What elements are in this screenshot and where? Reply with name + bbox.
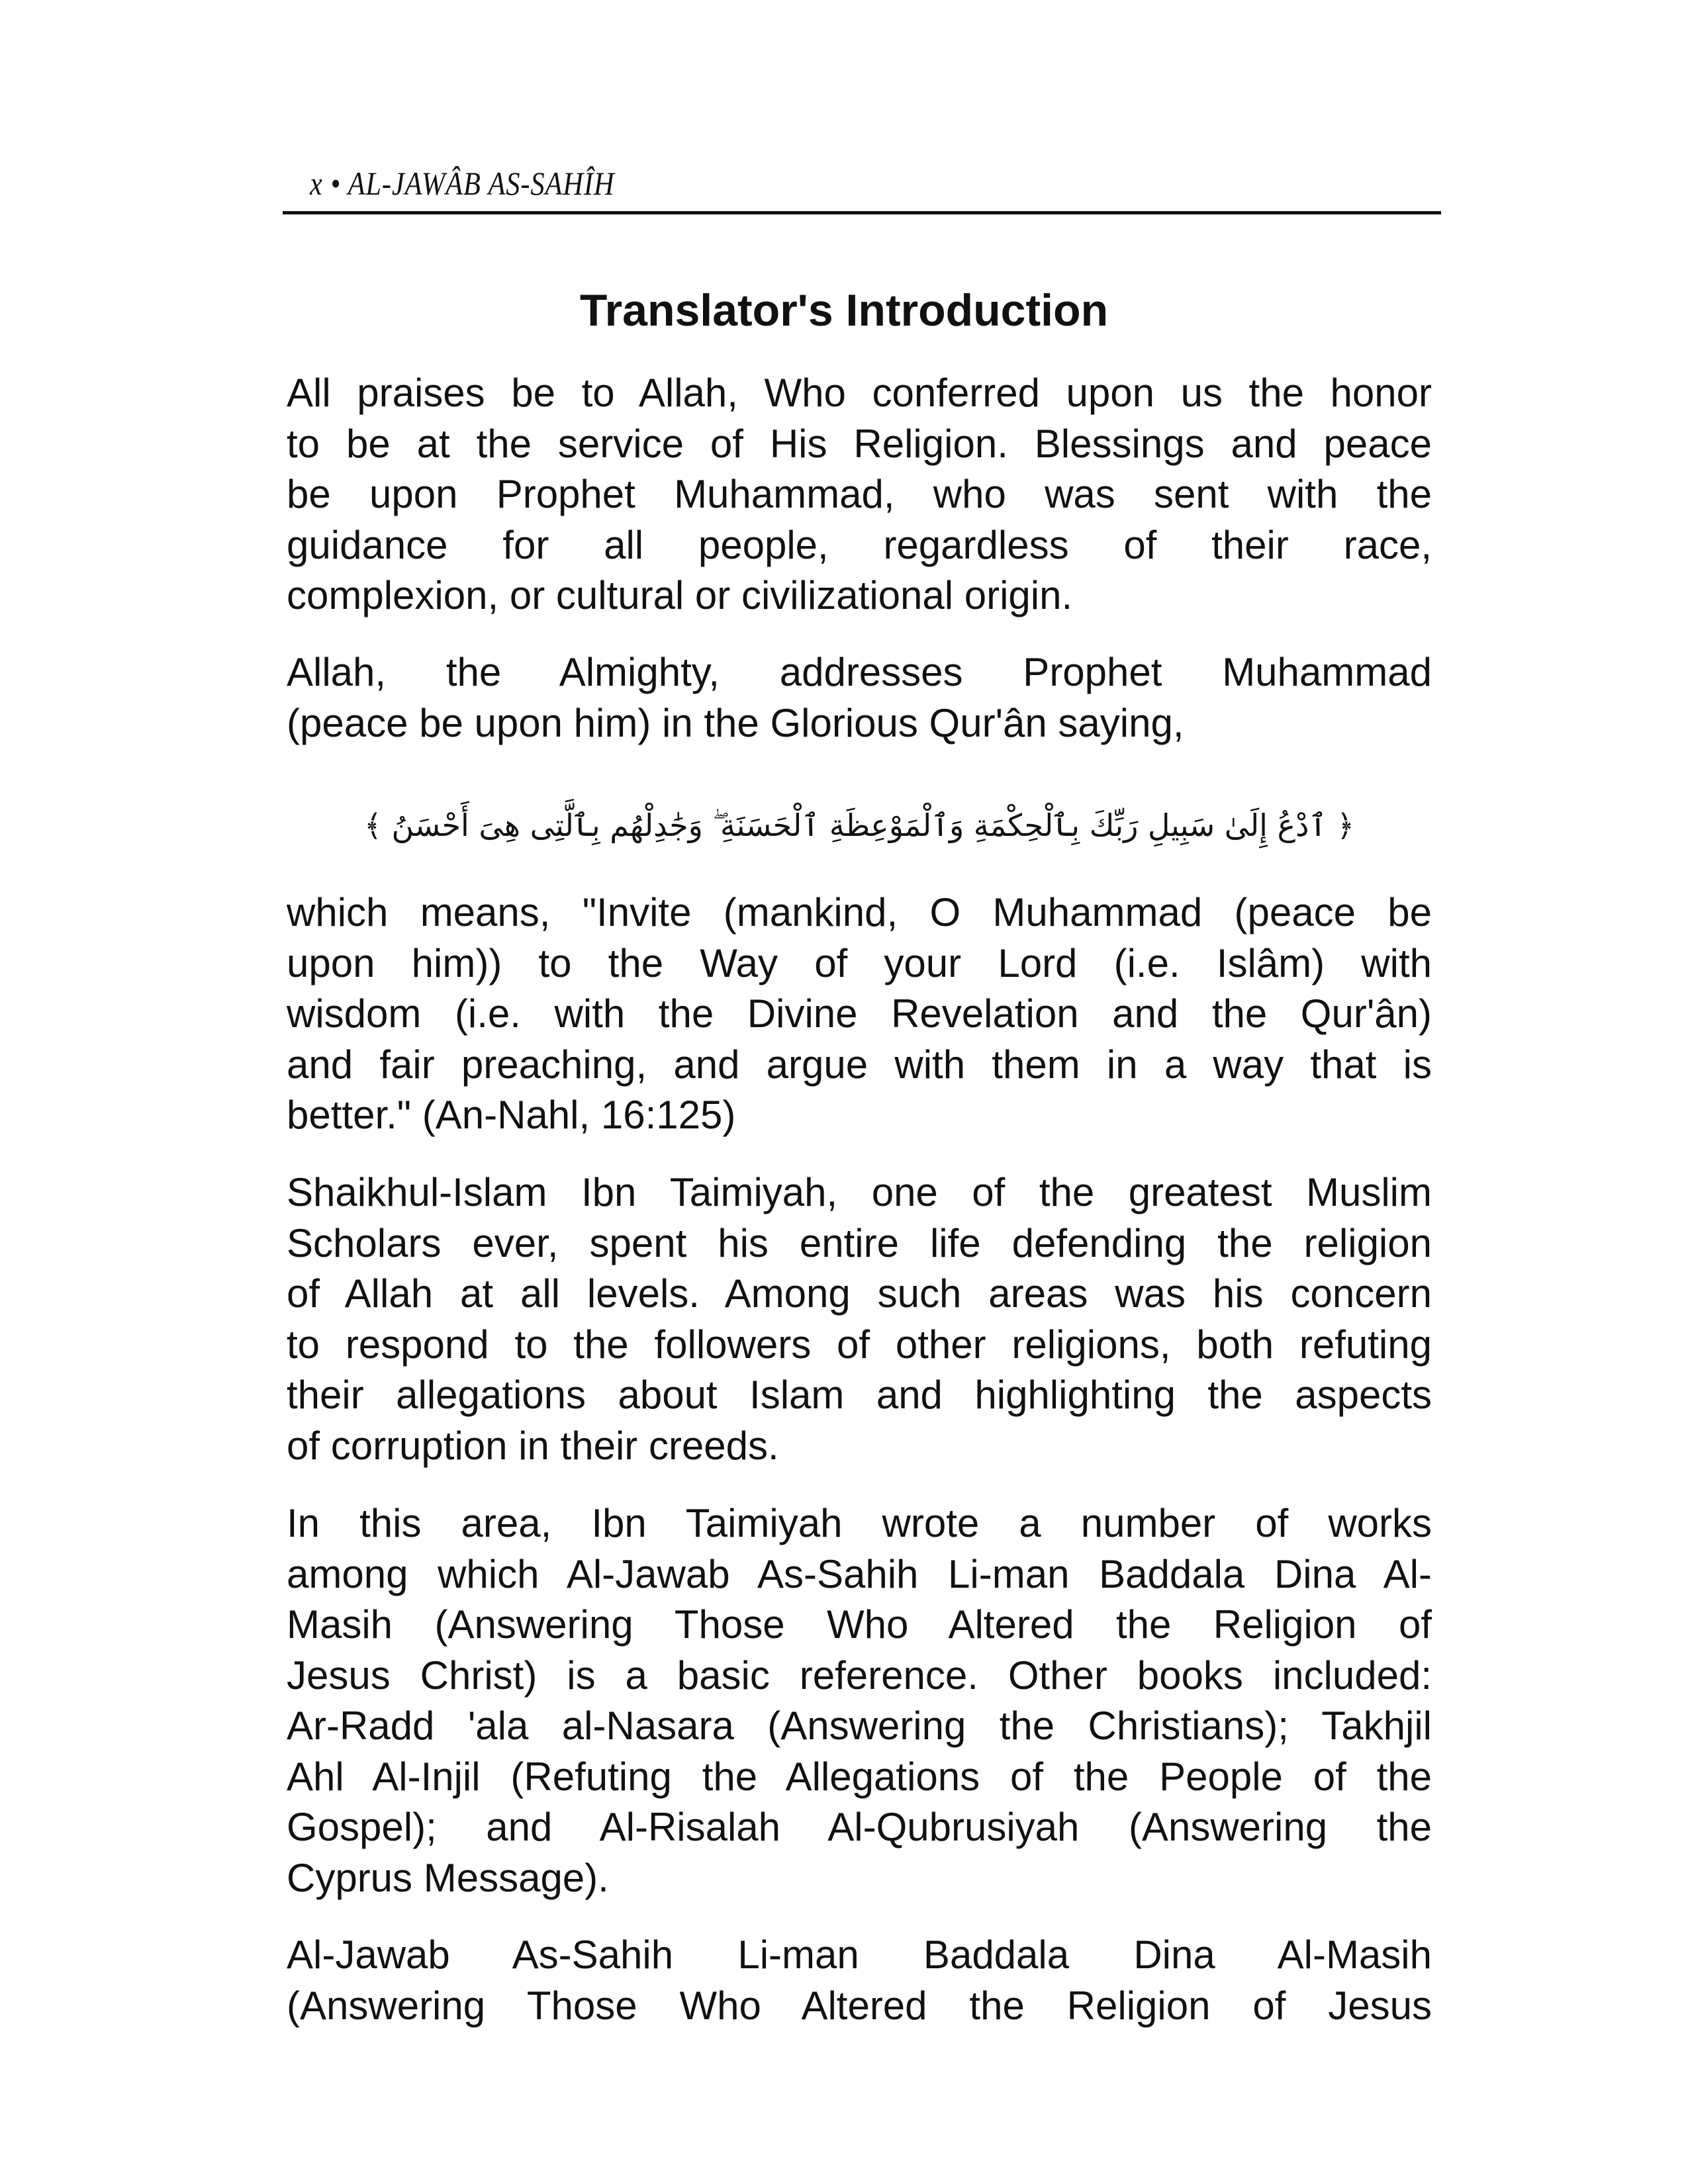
text-line: Ar-Radd 'ala al-Nasara (Answering the Christians); Takhjil (287, 1704, 1432, 1748)
text-line: (Answering Those Who Altered the Religion of Jesus (287, 1983, 1432, 2028)
text-line: guidance for all people, regardless of their race, (287, 522, 1432, 567)
text-line: Gospel); and Al-Risalah Al-Qubrusiyah (Answering the (287, 1805, 1432, 1849)
header-rule (283, 211, 1441, 214)
text-line: upon him)) to the Way of your Lord (i.e. Islâm) with (287, 940, 1432, 985)
text-line: All praises be to Allah, Who conferred upon us the honor (287, 371, 1432, 415)
text-line: among which Al-Jawab As-Sahih Li-man Baddala Dina Al- (287, 1551, 1432, 1596)
text-line: to respond to the followers of other religions, both refuting (287, 1322, 1432, 1367)
text-line: their allegations about Islam and highlighting the aspects (287, 1373, 1432, 1417)
text-line: to be at the service of His Religion. Blessings and peace (287, 421, 1432, 466)
text-line: Allah, the Almighty, addresses Prophet Muhammad (287, 650, 1432, 694)
paragraph (287, 647, 1432, 749)
text-line: complexion, or cultural or civilizational origin. (287, 573, 1073, 617)
text-line: Al-Jawab As-Sahih Li-man Baddala Dina Al-Masih (287, 1933, 1432, 1977)
text-line: which means, "Invite (mankind, O Muhammad (peace be (287, 890, 1432, 934)
paragraph (287, 1498, 1432, 1903)
text-line: In this area, Ibn Taimiyah wrote a number of works (287, 1501, 1432, 1545)
text-line: wisdom (i.e. with the Divine Revelation and the Qur'ân) (287, 991, 1432, 1036)
chapter-title: Translator's Introduction (579, 285, 1109, 336)
text-line: of Allah at all levels. Among such areas was his concern (287, 1271, 1432, 1316)
text-line: Shaikhul-Islam Ibn Taimiyah, one of the greatest Muslim (287, 1170, 1432, 1214)
text-line: of corruption in their creeds. (287, 1423, 779, 1468)
paragraph (287, 1930, 1432, 2031)
text-line: better." (An-Nahl, 16:125) (287, 1093, 736, 1137)
text-line: Jesus Christ) is a basic reference. Other books included: (287, 1653, 1432, 1698)
text-line: (peace be upon him) in the Glorious Qur'ân saying, (287, 700, 1184, 745)
paragraph (287, 1167, 1432, 1471)
running-head: x • AL-JAWÂB AS-SAHÎH (310, 165, 615, 202)
paragraph (287, 368, 1432, 621)
paragraph (287, 887, 1432, 1141)
text-line: Scholars ever, spent his entire life defending the religion (287, 1220, 1432, 1265)
text-line: Ahl Al-Injil (Refuting the Allegations of the People of the (287, 1754, 1432, 1799)
text-line: be upon Prophet Muhammad, who was sent with the (287, 472, 1432, 516)
text-line: Masih (Answering Those Who Altered the Religion of (287, 1602, 1432, 1647)
text-line: and fair preaching, and argue with them in a way that is (287, 1042, 1432, 1087)
quran-verse: ﴿ ٱدْعُ إِلَىٰ سَبِيلِ رَبِّكَ بِٱلْحِكْمَةِ وَٱلْمَوْعِظَةِ ٱلْحَسَنَةِ ۖ وَجَٰدِلْهُم بِٱلَّتِى هِىَ أَحْسَنُ ﴾ (363, 807, 1355, 843)
text-line: Cyprus Message). (287, 1855, 609, 1900)
